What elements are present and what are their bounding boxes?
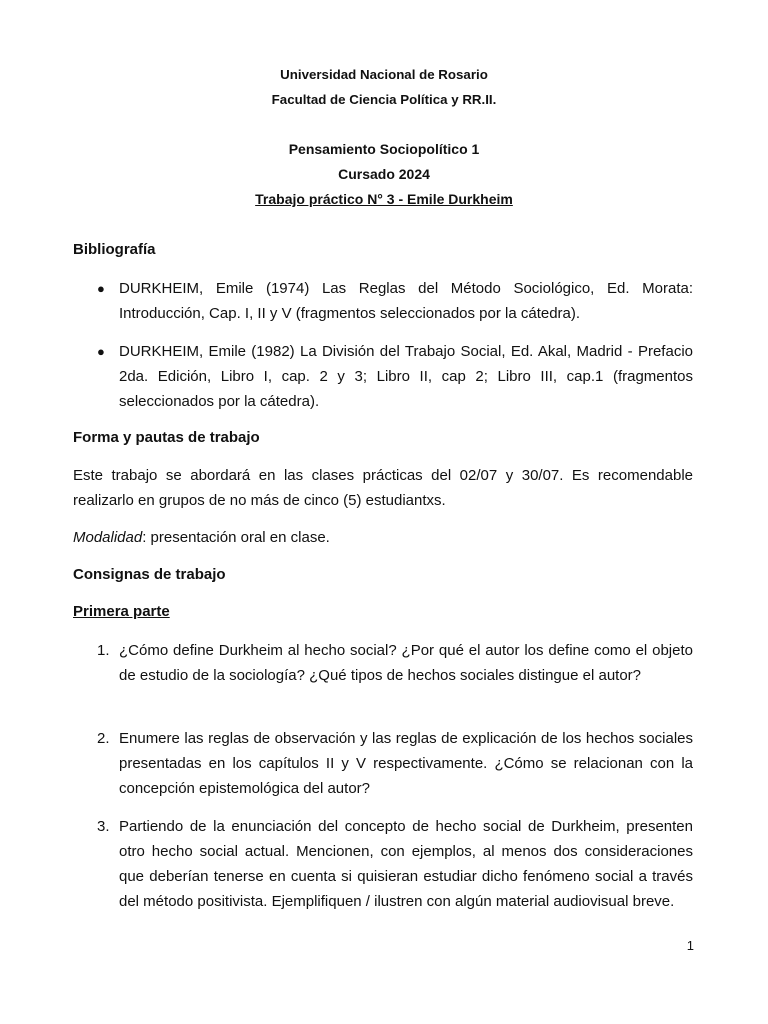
question-number: 3. <box>97 818 110 835</box>
bullet-icon: ● <box>97 344 105 359</box>
work-format-heading: Forma y pautas de trabajo <box>73 429 260 446</box>
university-name: Universidad Nacional de Rosario <box>280 67 488 82</box>
bibliography-item <box>97 276 693 326</box>
bibliography-item-text: DURKHEIM, Emile (1982) La División del Trabajo Social, Ed. Akal, Madrid - Prefacio 2da. Edición, Libro I, cap. 2 y 3; Libro II, cap 2; Libro III, cap.1 (fragmentos seleccionados por la cátedra). <box>119 343 693 410</box>
question-text: Enumere las reglas de observación y las reglas de explicación de los hechos sociales presentadas en los capítulos II y V respectivamente. ¿Cómo se relacionan con la concepción epistemológica del autor? <box>119 730 693 797</box>
course-title: Pensamiento Sociopolítico 1 <box>288 141 480 157</box>
modality-line <box>73 525 693 550</box>
question-item <box>97 638 693 688</box>
page-number: 1 <box>686 938 694 953</box>
assignment-title <box>0 191 768 207</box>
question-number: 2. <box>97 730 110 747</box>
bibliography-item <box>97 339 693 414</box>
work-format-paragraph: Este trabajo se abordará en las clases prácticas del 02/07 y 30/07. Es recomendable realizarlo en grupos de no más de cinco (5) estudiantxs. <box>73 467 693 509</box>
question-number: 1. <box>97 642 110 659</box>
bullet-icon: ● <box>97 281 105 296</box>
instructions-heading: Consignas de trabajo <box>73 566 226 583</box>
course-year: Cursado 2024 <box>338 166 430 182</box>
part-title: Primera parte <box>73 603 170 620</box>
assignment-title-text: Trabajo práctico N° 3 - Emile Durkheim <box>255 191 513 207</box>
question-item <box>97 814 693 914</box>
question-text: ¿Cómo define Durkheim al hecho social? ¿Por qué el autor los define como el objeto de estudio de la sociología? ¿Qué tipos de hechos sociales distingue el autor? <box>119 642 693 684</box>
bibliography-item-text: DURKHEIM, Emile (1974) Las Reglas del Método Sociológico, Ed. Morata: Introducción, Cap. I, II y V (fragmentos seleccionados por la cátedra). <box>119 280 693 322</box>
question-item <box>97 726 693 801</box>
faculty-name: Facultad de Ciencia Política y RR.II. <box>271 92 497 107</box>
question-text: Partiendo de la enunciación del concepto de hecho social de Durkheim, presenten otro hecho social actual. Mencionen, con ejemplos, al menos dos consideraciones que deberían tenerse en cuenta si quisieran estudiar dicho fenómeno social a través del método positivista. Ejemplifiquen / ilustren con algún material audiovisual breve. <box>119 818 693 910</box>
modality-text: : presentación oral en clase. <box>142 529 330 546</box>
modality-label: Modalidad <box>73 529 143 546</box>
bibliography-heading: Bibliografía <box>73 241 156 258</box>
